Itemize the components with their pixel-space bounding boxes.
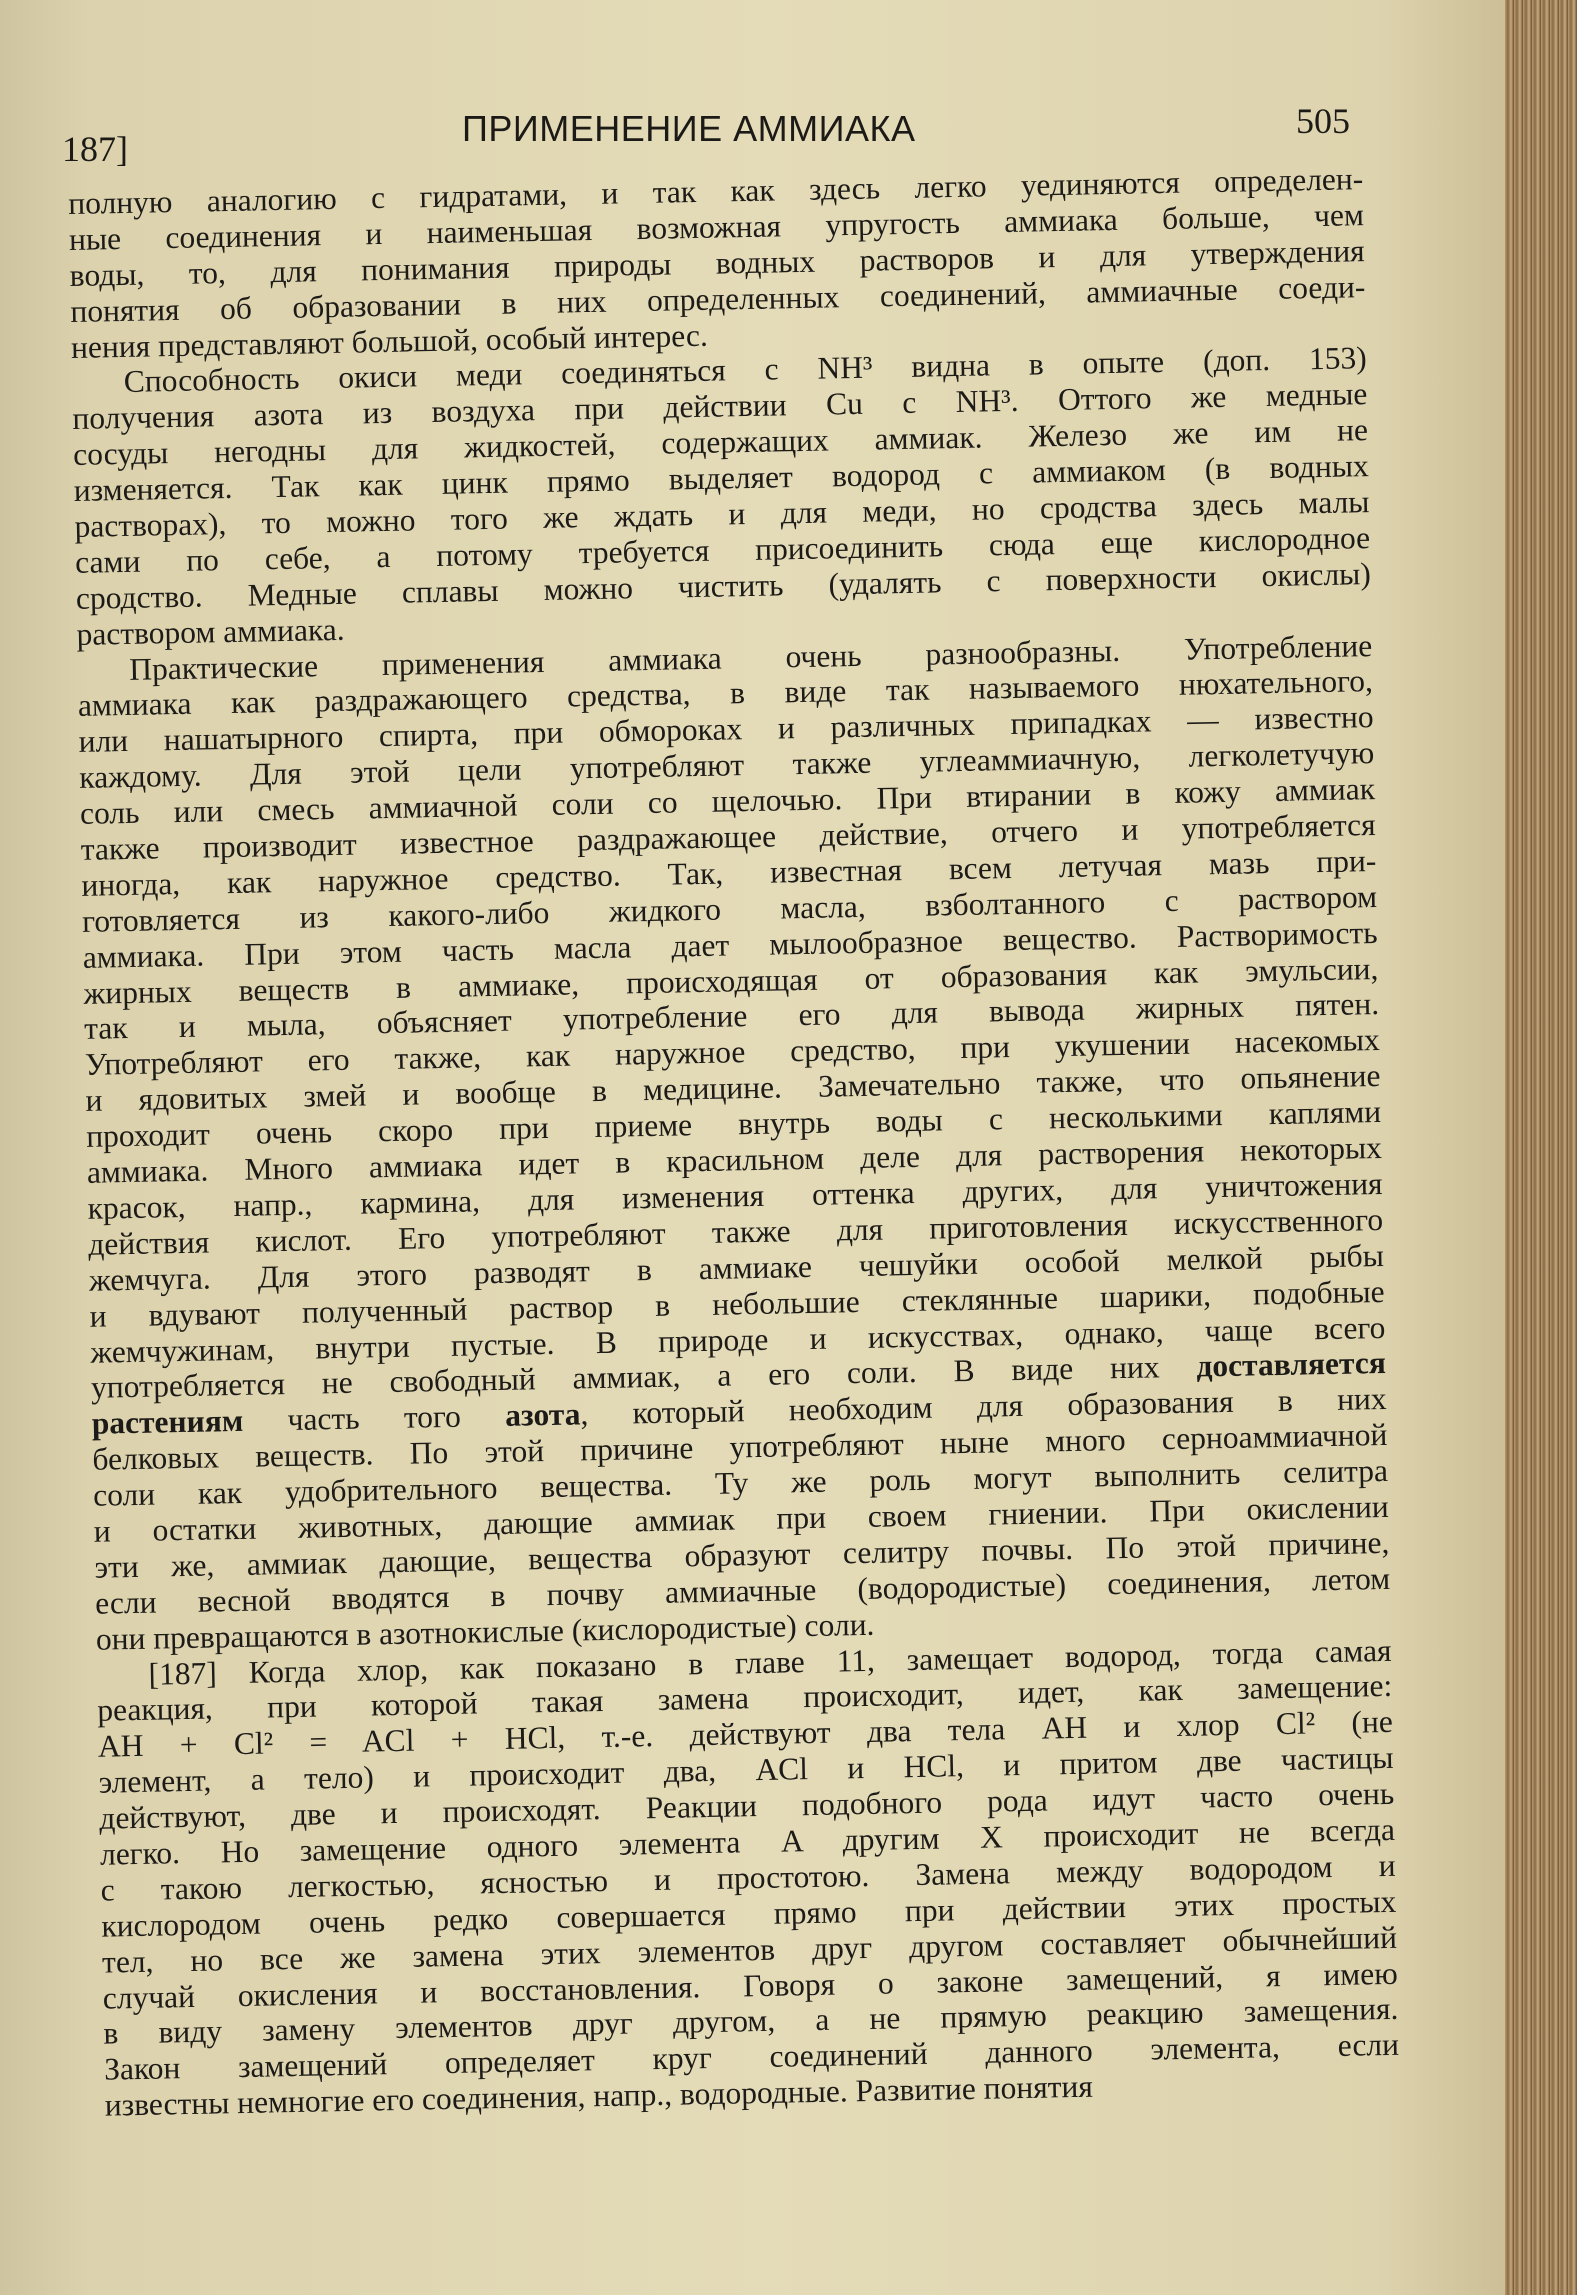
text-line: с такою легкостью, ясностью и простотою. Замена между водородом и	[100, 1847, 1396, 1908]
text-line: соль или смесь аммиачной соли со щелочью. При втирании в кожу аммиак	[79, 771, 1376, 832]
text-line: если весной вводятся в почву аммиачные (водородистые) соединения, летом	[94, 1560, 1391, 1621]
text-line: и вдувают полученный раствор в небольшие стеклянные шарики, подобные	[89, 1273, 1385, 1334]
text-line: соли как удобрительного вещества. Ту же роль могут выполнить селитра	[92, 1452, 1389, 1513]
page-header	[60, 100, 1350, 169]
text-line: аммиака. Много аммиака идет в красильном деле для растворения некоторых	[86, 1130, 1383, 1190]
text-line: каждому. Для этой цели употребляют также углеаммиачную, легколетучую	[79, 735, 1375, 796]
text-line: получения азота из воздуха при действии Cu с NH³. Оттого же медные	[72, 376, 1368, 437]
text-line: аммиака. При этом часть масла дает мылообразное вещество. Растворимость	[82, 914, 1378, 975]
text-line: действия кислот. Его употребляют также для приготовления искусственного	[87, 1201, 1384, 1262]
paragraph	[71, 341, 1371, 653]
text-line: изменяется. Так как цинк прямо выделяет водород с аммиаком (в водных	[73, 448, 1370, 509]
text-line: жемчуга. Для этого разводят в аммиаке чешуйки особой мелкой рыбы	[88, 1237, 1385, 1298]
body-text	[68, 161, 1400, 2124]
text-line: ные соединения и наименьшая возможная упругость аммиака больше, чем	[68, 197, 1365, 257]
text-line: кислородом очень редко совершается прямо при действии этих простых	[101, 1883, 1397, 1944]
emphasis: доставляется	[1196, 1345, 1387, 1384]
text-line: сосуды негодны для жидкостей, содержащих аммиак. Железо же им не	[72, 412, 1369, 473]
emphasis: растениям	[91, 1403, 244, 1442]
text-line: или нашатырного спирта, при обмороках и различных припадках — известно	[78, 699, 1374, 760]
text-line: белковых веществ. По этой причине употребляют ныне много сернoаммиачной	[92, 1417, 1388, 1477]
text-line: легко. Но замещение одного элемента A другим X происходит не всегда	[99, 1811, 1396, 1872]
text-line: тел, но все же замена этих элементов друг другом составляет обычнейший	[101, 1919, 1398, 1980]
text-line: сами по себе, а потому требуется присоединить сюда еще кислородное	[74, 519, 1371, 580]
text-line: Способность окиси меди соединяться с NH³ видна в опыте (доп. 153)	[123, 340, 1367, 400]
text-line: иногда, как наружное средство. Так, известная всем летучая мазь при-	[81, 842, 1377, 903]
text-line: растворах), то можно того же ждать и для меди, но сродства здесь малы	[74, 484, 1370, 544]
text-line: жирных веществ в аммиаке, происходящая от образования как эмульсии,	[83, 950, 1379, 1011]
text-line: случай окисления и восстановления. Говоря о законе замещений, я имею	[102, 1955, 1398, 2016]
text-line: сродство. Медные сплавы можно чистить (удалять с поверхности окислы)	[75, 555, 1372, 616]
emphasis: азота	[504, 1396, 581, 1434]
text-line: элемент, а тело) и происходит два, ACl и HCl, и притом две частицы	[98, 1740, 1394, 1800]
page-number: 505	[1296, 101, 1350, 141]
text-line: нения представляют большой, особый интерес.	[70, 317, 709, 365]
running-title: ПРИМЕНЕНИЕ АММИАКА	[462, 108, 916, 149]
text-line: реакция, при которой такая замена происходит, идет, как замещение:	[96, 1668, 1393, 1729]
text-line: полную аналогию с гидратами, и так как здесь легко уединяются определен-	[68, 161, 1364, 221]
text-line: понятия об образовании в них определенных соединений, аммиачные соеди-	[70, 268, 1366, 329]
paragraph	[77, 628, 1391, 1658]
text-line: готовляется из какого-либо жидкого масла, взболтанного с раствором	[81, 878, 1378, 939]
text-line: аммиака как раздражающего средства, в виде так называемого нюхательного,	[77, 663, 1374, 724]
text-line: и ядовитых змей и вообще в медицине. Замечательно также, что опьянение	[85, 1058, 1381, 1119]
text-line: воды, то, для понимания природы водных растворов и для утверждения	[69, 232, 1365, 293]
text-line: в виду замену элементов друг другом, а не прямую реакцию замещения.	[103, 1991, 1399, 2052]
text-line: действуют, две и происходят. Реакции подобного рода идут часто очень	[99, 1775, 1395, 1836]
text-line: растениям часть того азота, который необходим для образования в них	[91, 1381, 1387, 1442]
text-line: они превращаются в азотнокислые (кислородистые) соли.	[95, 1606, 875, 1657]
text-line: красок, напр., кармина, для изменения оттенка других, для уничтожения	[87, 1165, 1383, 1226]
text-line: проходит очень скоро при приеме внутрь воды с несколькими каплями	[85, 1094, 1382, 1154]
text-line: также производит известное раздражающее действие, отчего и употребляется	[80, 807, 1376, 867]
text-line: и остатки животных, дающие аммиак при своем гниении. При окислении	[93, 1488, 1390, 1549]
text-line: эти же, аммиак дающие, вещества образуют селитру почвы. По этой причине,	[94, 1524, 1390, 1585]
text-line: употребляется не свободный аммиак, а его соли. В виде них доставляется	[90, 1345, 1387, 1406]
text-line: [187] Когда хлор, как показано в главе 11, замещает водород, тогда самая	[148, 1632, 1392, 1692]
text-line: AH + Cl² = ACl + HCl, т.-е. действуют два тела AH и хлор Cl² (не	[97, 1704, 1394, 1765]
text-line: Употребляют его также, как наружное средство, при укушении насекомых	[84, 1022, 1381, 1083]
text-line: раствором аммиака.	[76, 611, 345, 652]
paragraph	[96, 1632, 1400, 2123]
text-line: так и мыла, объясняет употребление его для вывода жирных пятен.	[83, 986, 1380, 1047]
text-line: Закон замещений определяет круг соединений данного элемента, если	[103, 2027, 1400, 2087]
text-line: жемчужинам, внутри пустые. В природе и искусствах, однако, чаще всего	[90, 1309, 1386, 1370]
section-number: 187]	[62, 129, 128, 169]
text-line: Практические применения аммиака очень разнообразны. Употребление	[128, 627, 1373, 687]
page-edges	[1505, 0, 1577, 2295]
paragraph	[68, 161, 1366, 365]
text-line: известны немногие его соединения, напр., водородные. Развитие понятия	[104, 2068, 1094, 2123]
